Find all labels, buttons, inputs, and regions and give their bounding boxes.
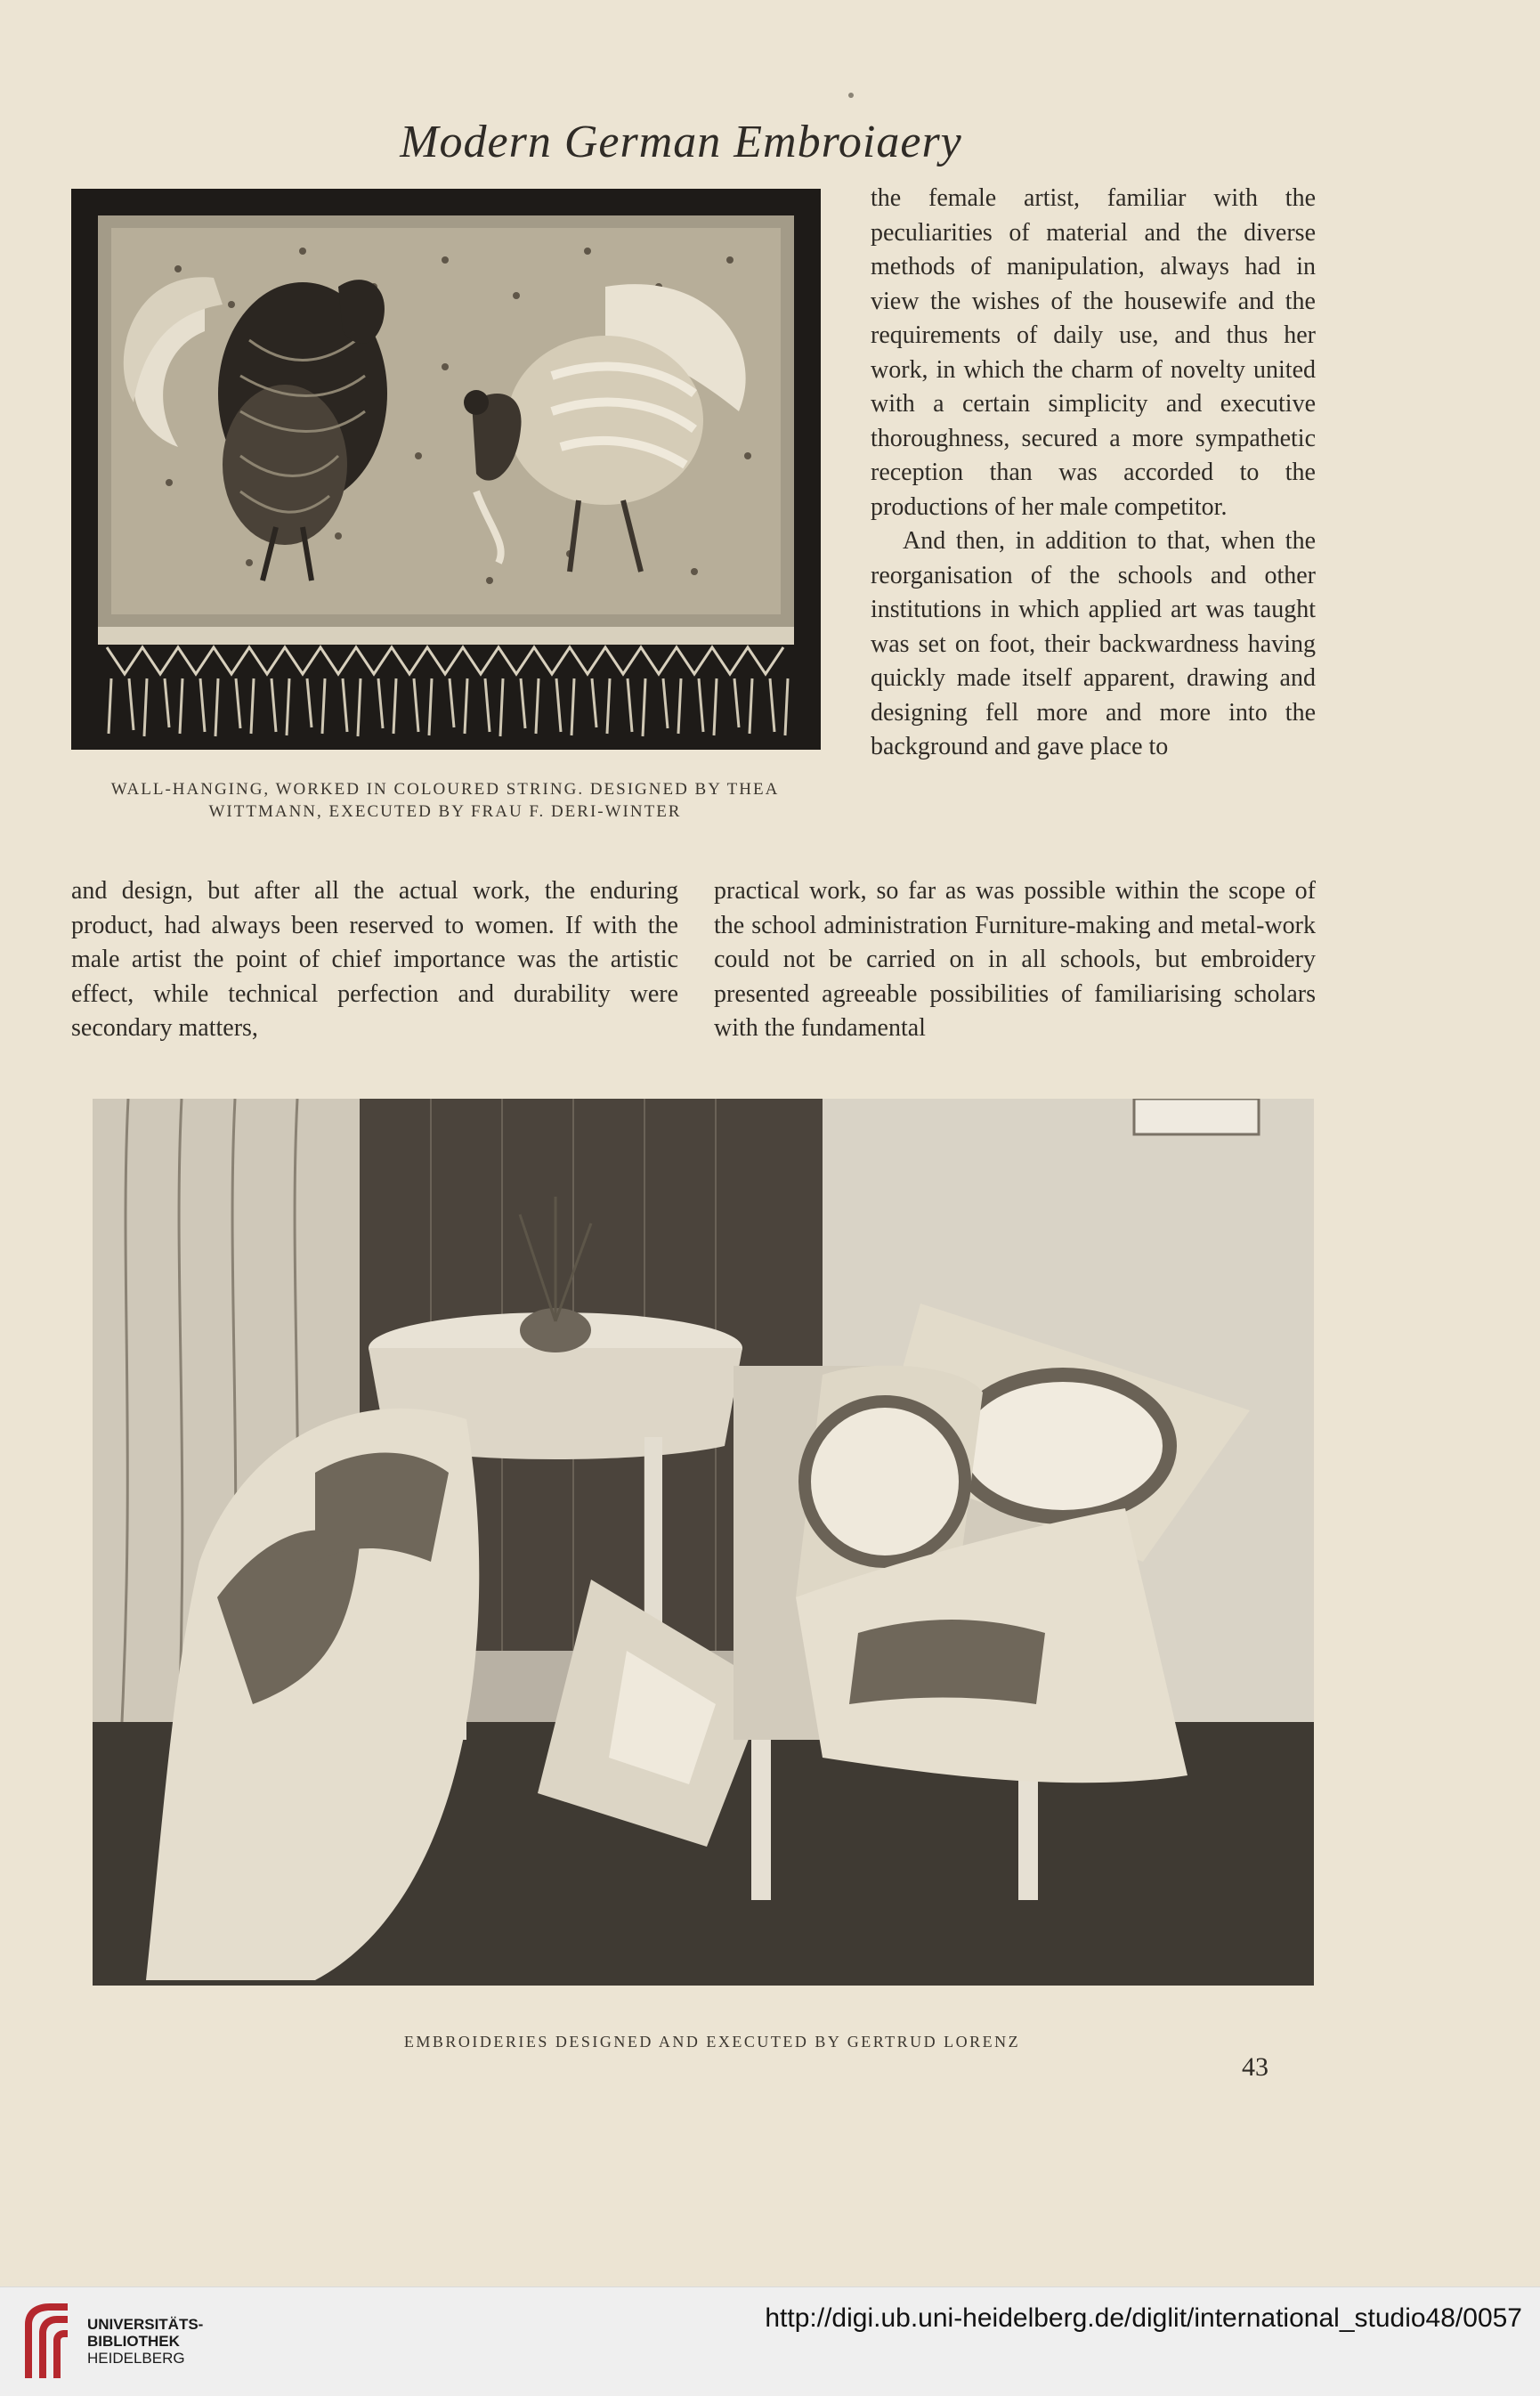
- wall-hanging-caption: [53, 778, 837, 823]
- paragraph: And then, in addition to that, when the reorganisation of the schools and other institutions in which applied art was taught was set on foot, their backwardness having quickly made itself apparent, drawing and designing fell more and more into the background and gave place to: [871, 527, 1316, 760]
- wall-hanging-image: [71, 189, 821, 750]
- paragraph: and design, but after all the actual work, the enduring product, had always been reserved to women. If with the male artist the point of chief importance was the artistic effect, while technical perfection and durability were secondary matters,: [71, 877, 678, 1042]
- page-number: 43: [1242, 2052, 1268, 2082]
- source-url[interactable]: http://digi.ub.uni-heidelberg.de/diglit/international_studio48/0057: [765, 2303, 1522, 2333]
- right-column-text: [871, 182, 1316, 765]
- embroideries-photo: [93, 1099, 1314, 1986]
- speck: [848, 93, 854, 98]
- paragraph: the female artist, familiar with the peculiarities of material and the diverse methods of manipulation, always had in view the wishes of the housewife and the requirements of daily use, and thus her work, in which the charm of novelty united with a certain simplicity and executive thoroughness, secured a more sympathetic reception than was accorded to the productions of her male competitor.: [871, 184, 1316, 521]
- right-lower-text: [714, 874, 1316, 1046]
- library-name: [87, 2316, 203, 2367]
- footer-bar: [0, 2286, 1540, 2396]
- embroideries-caption: EMBROIDERIES DESIGNED AND EXECUTED BY GERTRUD LORENZ: [403, 2033, 1021, 2051]
- library-name-line: HEIDELBERG: [87, 2350, 185, 2367]
- library-name-line: BIBLIOTHEK: [87, 2333, 180, 2350]
- running-head: Modern German Embroiaery: [400, 117, 962, 167]
- university-library-logo: [16, 2298, 77, 2385]
- paragraph: practical work, so far as was possible within the scope of the school administration Furniture-making and metal-work could not be carried on in all schools, but embroidery presented agreeable possibilities of familiarising scholars with the fundamental: [714, 877, 1316, 1042]
- caption-line: WALL-HANGING, WORKED IN COLOURED STRING. DESIGNED BY THEA: [110, 780, 780, 799]
- library-name-line: UNIVERSITÄTS-: [87, 2316, 204, 2333]
- caption-line: WITTMANN, EXECUTED BY FRAU F. DERI-WINTER: [208, 802, 682, 821]
- left-lower-text: [71, 874, 678, 1046]
